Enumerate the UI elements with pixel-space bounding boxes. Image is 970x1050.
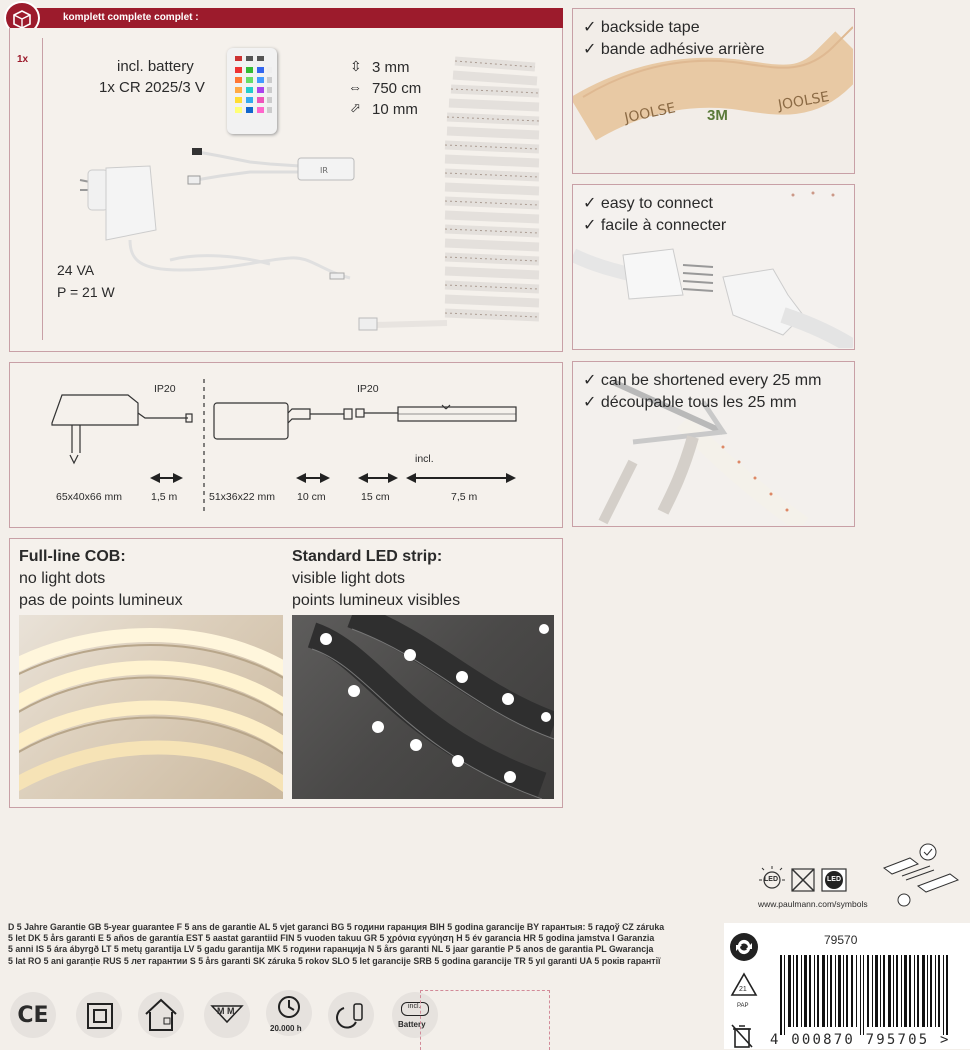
comparison-panel: [9, 538, 563, 808]
cob-subtitle-en: no light dots: [19, 570, 106, 587]
led-symbol-text-2: LED: [827, 876, 841, 883]
contents-header-bar: [9, 8, 563, 28]
battery-incl-text: incl.: [408, 1003, 421, 1010]
width-arrow-icon: ⬀: [350, 100, 361, 115]
feature-tape-panel: [572, 8, 855, 174]
warranty-line: 5 lat RO 5 ani garanție RUS 5 лет гарантии S 5 års garanti SK záruka 5 rokov SLO 5 let garancije SRB 5 godina garancije TR 5 yıl garanti UA 5 років гарантії: [8, 955, 661, 966]
standard-subtitle-fr: points lumineux visibles: [292, 592, 461, 609]
certification-row: [10, 990, 440, 1045]
svg-text:JOOLSE: JOOLSE: [623, 100, 677, 127]
cob-title: Full-line COB:: [19, 548, 126, 565]
recycle-arrow-icon: [730, 933, 758, 961]
spec-width: 10 mm: [372, 101, 418, 118]
cable-length-1: 1,5 m: [151, 491, 178, 503]
led-symbol-text: LED: [764, 876, 778, 883]
ip-rating-adapter: IP20: [154, 383, 176, 395]
battery-type: 1x CR 2025/3 V: [99, 79, 205, 96]
ce-mark-text: CE: [17, 1002, 49, 1028]
pap-label: PAP: [737, 1003, 749, 1009]
connect-feature-fr: ✓ facile à connecter: [583, 217, 727, 234]
tape-brand-label: 3M: [707, 107, 728, 124]
barcode-area: [724, 923, 970, 1049]
mm-mark-icon: [204, 992, 250, 1038]
controller-size: 51x36x22 mm: [209, 491, 275, 503]
battery-label: incl. battery: [117, 58, 194, 75]
lifetime-hours: 20.000 h: [270, 1024, 302, 1033]
article-number: 79570: [824, 933, 858, 947]
remote-control-image: [227, 48, 277, 134]
feature-cut-panel: [572, 361, 855, 527]
remote-symbol-icon: [328, 992, 374, 1038]
feature-connect-panel: [572, 184, 855, 350]
barcode-digits: 4 000870 795705 >: [770, 1032, 951, 1048]
strip-length: 7,5 m: [451, 491, 478, 503]
lifetime-icon: [266, 990, 312, 1036]
dimensions-panel: [9, 362, 563, 528]
power-va: 24 VA: [57, 262, 95, 278]
cut-feature-en: ✓ can be shortened every 25 mm: [583, 372, 822, 389]
barcode-image: [778, 955, 954, 1035]
standard-subtitle-en: visible light dots: [292, 570, 405, 587]
spec-height: 3 mm: [372, 59, 410, 76]
cob-strip-photo: [19, 615, 283, 799]
mm-text: M M: [217, 1006, 235, 1016]
ce-mark-icon: [10, 992, 56, 1038]
adapter-size: 65x40x66 mm: [56, 491, 122, 503]
tape-feature-fr: ✓ bande adhésive arrière: [583, 41, 765, 58]
ip-rating-strip: IP20: [357, 383, 379, 395]
svg-text:JOOLSE: JOOLSE: [776, 88, 831, 114]
cable-length-2: 10 cm: [297, 491, 326, 503]
symbols-url: www.paulmann.com/symbols: [758, 899, 868, 909]
cob-subtitle-fr: pas de points lumineux: [19, 592, 183, 609]
indoor-use-icon: [138, 992, 184, 1038]
battery-word: Battery: [398, 1020, 426, 1029]
power-watts: P = 21 W: [57, 284, 115, 300]
symbols-group: [758, 860, 858, 900]
divider: [42, 38, 43, 340]
cable-length-3: 15 cm: [361, 491, 390, 503]
standard-strip-photo: [292, 615, 554, 799]
waste-bin-icon: [730, 1023, 754, 1049]
dieline-mark: [420, 990, 550, 1050]
cut-feature-fr: ✓ découpable tous les 25 mm: [583, 394, 797, 411]
warranty-line: 5 anni IS 5 ára ábyrgð LT 5 metų garantija LV 5 gadu garantija MK 5 години гаранција N 5 års garanti NL 5 jaar garantie P 5 anos de garantia PL Gwarancja: [8, 944, 654, 955]
height-arrow-icon: ⇳: [350, 58, 362, 74]
spec-length: 750 cm: [372, 80, 422, 97]
contents-header-text: komplett complete complet :: [63, 12, 199, 23]
quantity-label: 1x: [17, 54, 29, 65]
power-adapter-image: [60, 160, 360, 300]
svg-text:IR: IR: [320, 166, 328, 175]
pap-number: 21: [739, 986, 747, 993]
contents-panel: [9, 28, 563, 352]
connector-symbol-icon: [870, 840, 966, 910]
led-strip-coil-image: [345, 53, 550, 343]
warranty-line: D 5 Jahre Garantie GB 5-year guarantee F 5 ans de garantie AL 5 vjet garanci BG 5 години гаранция BIH 5 godina garancije BY гарантыя: 5 гадоў CZ záruka: [8, 922, 665, 932]
included-label: incl.: [415, 453, 434, 465]
standard-title: Standard LED strip:: [292, 548, 443, 565]
warranty-line: 5 let DK 5 års garanti E 5 años de garantía EST 5 aastat garantiid FIN 5 vuoden takuu GR 5 χρόνια εγγύηση H 5 év garancia HR 5 godina jamstva I Garanzia: [8, 933, 655, 944]
connect-feature-en: ✓ easy to connect: [583, 195, 713, 212]
tape-feature-en: ✓ backside tape: [583, 19, 700, 36]
length-arrow-icon: ⇔: [348, 79, 362, 95]
protection-class-icon: [76, 992, 122, 1038]
warranty-block: [8, 922, 718, 967]
